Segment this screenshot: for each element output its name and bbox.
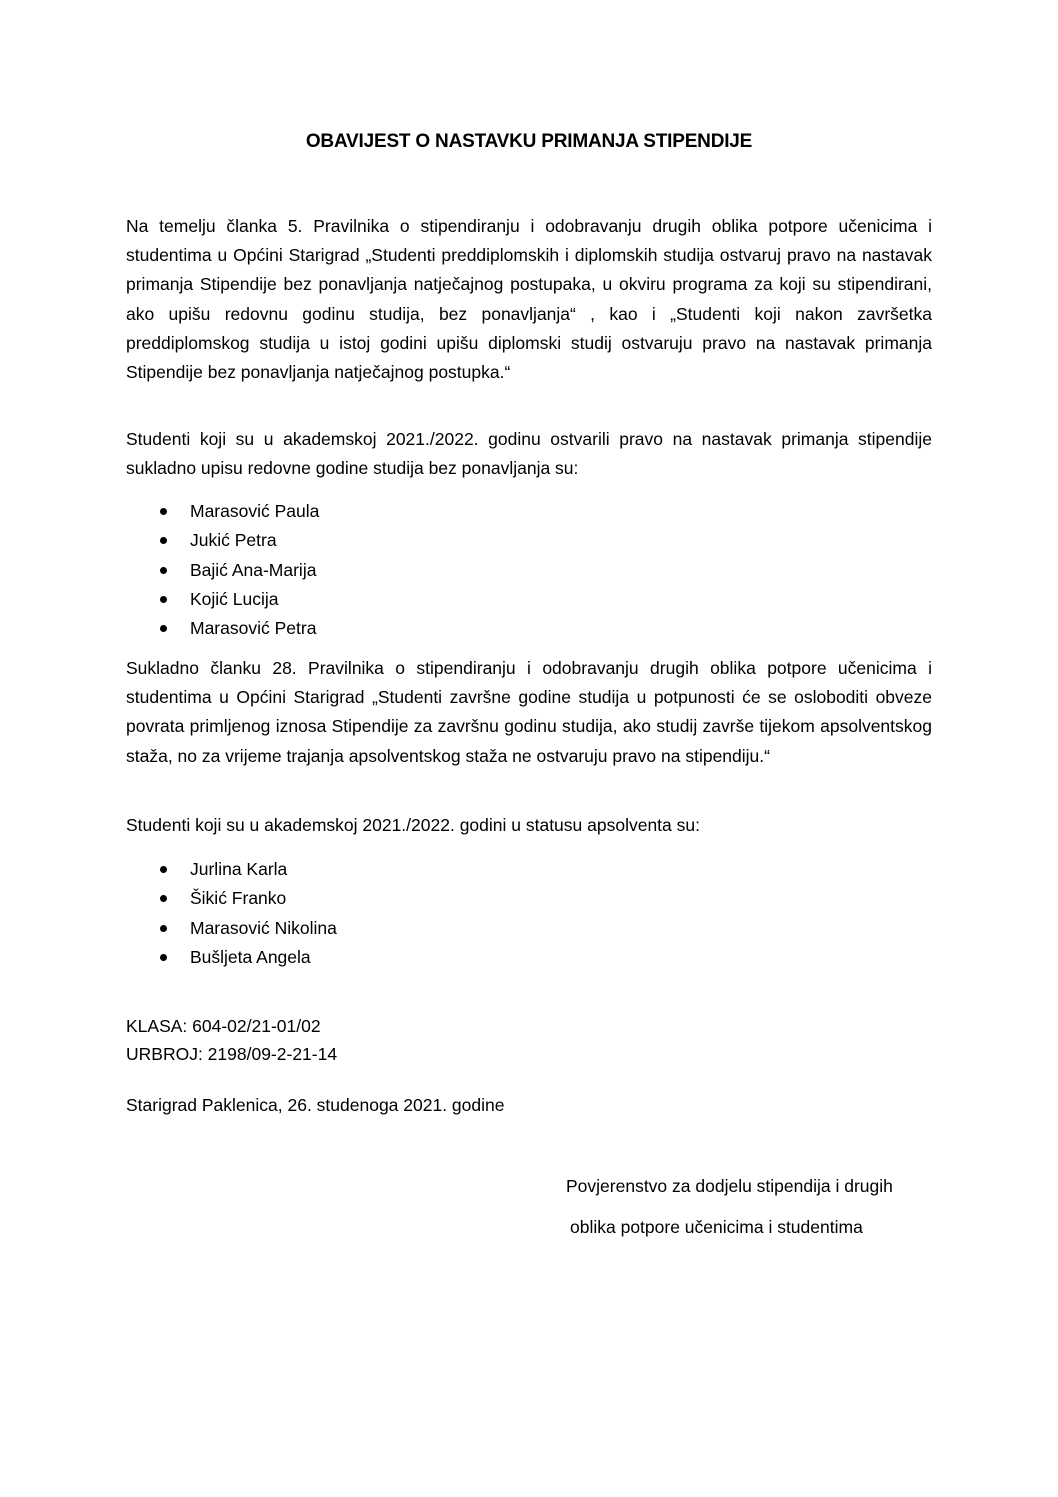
paragraph-legal-basis: Na temelju članka 5. Pravilnika o stipendiranju i odobravanju drugih oblika potpore učenicima i studentima u Općini Starigrad „Studenti preddiplomskih i diplomskih studija ostvaruj pravo na nastavak primanja Stipendije bez ponavljanja natječajnog postupaka, u okviru programa za koji su stipendirani, ako upišu redovnu godinu studija, bez ponavljanja“ , kao i „Studenti koji nakon završetka preddiplomskog studija u istoj godini upišu diplomski studij ostvaruju pravo na nastavak primanja Stipendije bez ponavljanja natječajnog postupka.“ — [126, 216, 932, 383]
urbroj-reference: URBROJ: 2198/09-2-21-14 — [126, 1044, 338, 1064]
bullet-icon — [160, 508, 167, 515]
place-and-date: Starigrad Paklenica, 26. studenoga 2021. godine — [126, 1095, 505, 1115]
signature-line-1: Povjerenstvo za dodjelu stipendija i drugih — [566, 1176, 893, 1196]
bullet-icon — [160, 925, 167, 932]
absolvent-students-list — [126, 855, 337, 972]
list-item: Marasović Petra — [126, 614, 319, 643]
list-item: Bajić Ana-Marija — [126, 556, 319, 585]
continuing-students-list — [126, 497, 319, 643]
bullet-icon — [160, 625, 167, 632]
list-item: Jurlina Karla — [126, 855, 337, 884]
bullet-icon — [160, 567, 167, 574]
bullet-icon — [160, 895, 167, 902]
list-item: Marasović Paula — [126, 497, 319, 526]
paragraph-absolvents: Studenti koji su u akademskoj 2021./2022. godini u statusu apsolventa su: — [126, 815, 700, 835]
list-item: Šikić Franko — [126, 884, 337, 913]
bullet-icon — [160, 537, 167, 544]
list-item: Marasović Nikolina — [126, 914, 337, 943]
list-item: Kojić Lucija — [126, 585, 319, 614]
signature-line-2: oblika potpore učenicima i studentima — [570, 1217, 863, 1237]
list-item: Jukić Petra — [126, 526, 319, 555]
bullet-icon — [160, 954, 167, 961]
bullet-icon — [160, 866, 167, 873]
paragraph-continuing-students: Studenti koji su u akademskoj 2021./2022. godinu ostvarili pravo na nastavak primanja stipendije sukladno upisu redovne godine studija bez ponavljanja su: — [126, 429, 932, 479]
bullet-icon — [160, 596, 167, 603]
document-title: OBAVIJEST O NASTAVKU PRIMANJA STIPENDIJE — [305, 131, 753, 152]
paragraph-final-year: Sukladno članku 28. Pravilnika o stipendiranju i odobravanju drugih oblika potpore učenicima i studentima u Općini Starigrad „Studenti završne godine studija u potpunosti će se osloboditi obveze povrata primljenog iznosa Stipendije za završnu godinu studija, ako studij završe tijekom apsolventskog staža, no za vrijeme trajanja apsolventskog staža ne ostvaruju pravo na stipendiju.“ — [126, 658, 932, 766]
list-item: Bušljeta Angela — [126, 943, 337, 972]
klasa-reference: KLASA: 604-02/21-01/02 — [126, 1016, 321, 1036]
